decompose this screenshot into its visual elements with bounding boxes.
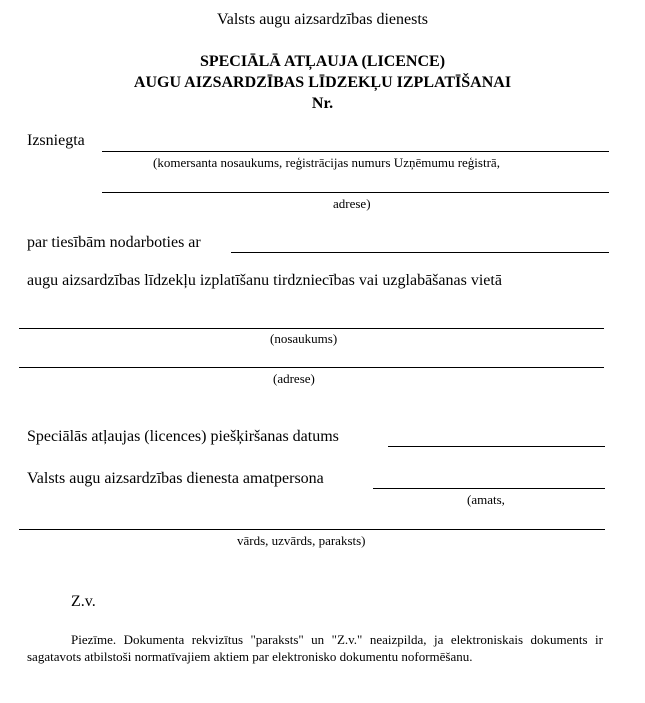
rights-label: par tiesībām nodarboties ar bbox=[27, 234, 201, 251]
position-hint: (amats, bbox=[467, 492, 505, 507]
document-number-label: Nr. bbox=[311, 95, 334, 112]
stamp-label: Z.v. bbox=[71, 593, 96, 610]
official-label: Valsts augu aizsardzības dienesta amatpersona bbox=[27, 470, 324, 487]
address-hint: adrese) bbox=[333, 196, 371, 211]
footnote: Piezīme. Dokumenta rekvizītus "paraksts" un "Z.v." neaizpilda, ja elektroniskais dokuments ir sagatavots atbilstoši normatīvajiem aktiem par elektronisko dokumentu noformēšanu. bbox=[27, 632, 603, 664]
place-name-line[interactable] bbox=[19, 328, 604, 329]
place-name-hint: (nosaukums) bbox=[270, 331, 338, 346]
issued-to-line[interactable] bbox=[102, 151, 609, 152]
issued-hint: (komersanta nosaukums, reģistrācijas numurs Uzņēmumu reģistrā, bbox=[153, 155, 500, 170]
name-hint: vārds, uzvārds, paraksts) bbox=[237, 533, 366, 548]
issued-label: Izsniegta bbox=[27, 132, 85, 149]
official-name-line[interactable] bbox=[19, 529, 605, 530]
place-address-line[interactable] bbox=[19, 367, 604, 368]
rights-line[interactable] bbox=[231, 252, 609, 253]
issued-address-line[interactable] bbox=[102, 192, 609, 193]
date-line[interactable] bbox=[388, 446, 605, 447]
official-position-line[interactable] bbox=[373, 488, 605, 489]
place-address-hint: (adrese) bbox=[273, 371, 315, 386]
organization-name: Valsts augu aizsardzības dienests bbox=[216, 11, 429, 28]
date-label: Speciālās atļaujas (licences) piešķiršanas datums bbox=[27, 428, 339, 445]
document-title-line2: AUGU AIZSARDZĪBAS LĪDZEKĻU IZPLATĪŠANAI bbox=[133, 74, 512, 91]
document-title-line1: SPECIĀLĀ ATĻAUJA (LICENCE) bbox=[199, 53, 446, 70]
distribution-text: augu aizsardzības līdzekļu izplatīšanu tirdzniecības vai uzglabāšanas vietā bbox=[27, 272, 502, 289]
